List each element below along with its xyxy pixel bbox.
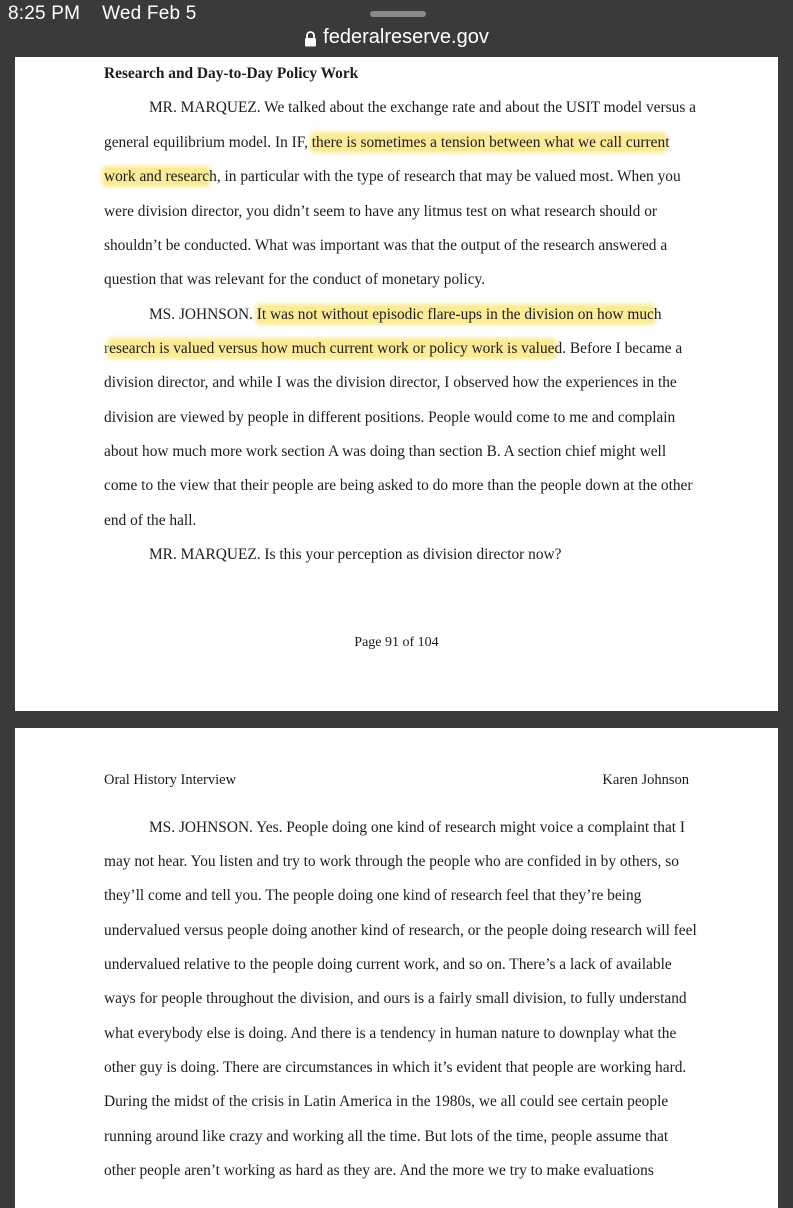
clock-date: Wed Feb 5 <box>102 3 197 24</box>
clock-time: 8:25 PM <box>8 3 81 24</box>
text-line: they’ll come and tell you. The people doing one kind of research feel that they’re being <box>104 887 642 904</box>
pdf-page-92 <box>15 728 778 1208</box>
lock-icon <box>304 31 317 47</box>
text-line: undervalued relative to the people doing current work, and so on. There’s a lack of available <box>104 956 672 973</box>
highlight: there is sometimes a tension between what we call curren <box>311 134 666 151</box>
text-line: division director, and while I was the division director, I observed how the experiences in the <box>104 374 677 391</box>
text-line: end of the hall. <box>104 512 197 529</box>
highlight: It was not without episodic flare-ups in the division on how muc <box>256 306 654 323</box>
text-line: about how much more work section A was doing than section B. A section chief might well <box>104 443 667 460</box>
text-line: MS. JOHNSON. Yes. People doing one kind of research might voice a complaint that I <box>149 819 686 836</box>
multitask-grabber[interactable] <box>370 11 426 17</box>
text-line: MR. MARQUEZ. Is this your perception as division director now? <box>149 546 562 563</box>
text-line: undervalued versus people doing another kind of research, or the people doing research will feel <box>104 922 697 939</box>
text-line: general equilibrium model. In IF, there is sometimes a tension between what we call current <box>104 134 670 151</box>
running-header-name: Karen Johnson <box>602 772 689 788</box>
text-line: MS. JOHNSON. It was not without episodic flare-ups in the division on how much <box>149 306 662 323</box>
text-line: what everybody else is doing. And there is a tendency in human nature to downplay what the <box>104 1025 677 1042</box>
address-bar[interactable] <box>0 26 793 54</box>
running-header-title: Oral History Interview <box>104 772 237 788</box>
text-line: shouldn’t be conducted. What was important was that the output of the research answered a <box>104 237 668 254</box>
text-line: research is valued versus how much current work or policy work is valued. Before I became a <box>104 340 683 357</box>
text-line: During the midst of the crisis in Latin America in the 1980s, we all could see certain people <box>104 1093 669 1110</box>
text-line: were division director, you didn’t seem to have any litmus test on what research should or <box>104 203 658 220</box>
section-heading: Research and Day-to-Day Policy Work <box>104 65 359 82</box>
text-line: ways for people throughout the division, and ours is a fairly small division, to fully understand <box>104 990 687 1007</box>
text-line: MR. MARQUEZ. We talked about the exchange rate and about the USIT model versus a <box>149 99 696 116</box>
highlight: work and researc <box>104 168 210 185</box>
status-time <box>8 3 196 25</box>
pdf-page-91 <box>15 57 778 711</box>
highlight: esearch is valued versus how much current work or policy work is value <box>109 340 555 357</box>
text-line: other people aren’t working as hard as they are. And the more we try to make evaluations <box>104 1162 654 1179</box>
text-line: work and research, in particular with the type of research that may be valued most. When you <box>104 168 681 185</box>
text-line: other guy is doing. There are circumstances in which it’s evident that people are working hard. <box>104 1059 687 1076</box>
page-number: Page 91 of 104 <box>354 635 439 650</box>
text-line: running around like crazy and working all the time. But lots of the time, people assume that <box>104 1128 669 1145</box>
text-line: may not hear. You listen and try to work through the people who are confided in by others, so <box>104 853 679 870</box>
text-line: division are viewed by people in different positions. People would come to me and complain <box>104 409 676 426</box>
status-bar <box>0 0 793 57</box>
url-text[interactable]: federalreserve.gov <box>323 26 489 48</box>
text-line: come to the view that their people are being asked to do more than the people down at the other <box>104 477 693 494</box>
text-line: question that was relevant for the conduct of monetary policy. <box>104 271 486 288</box>
